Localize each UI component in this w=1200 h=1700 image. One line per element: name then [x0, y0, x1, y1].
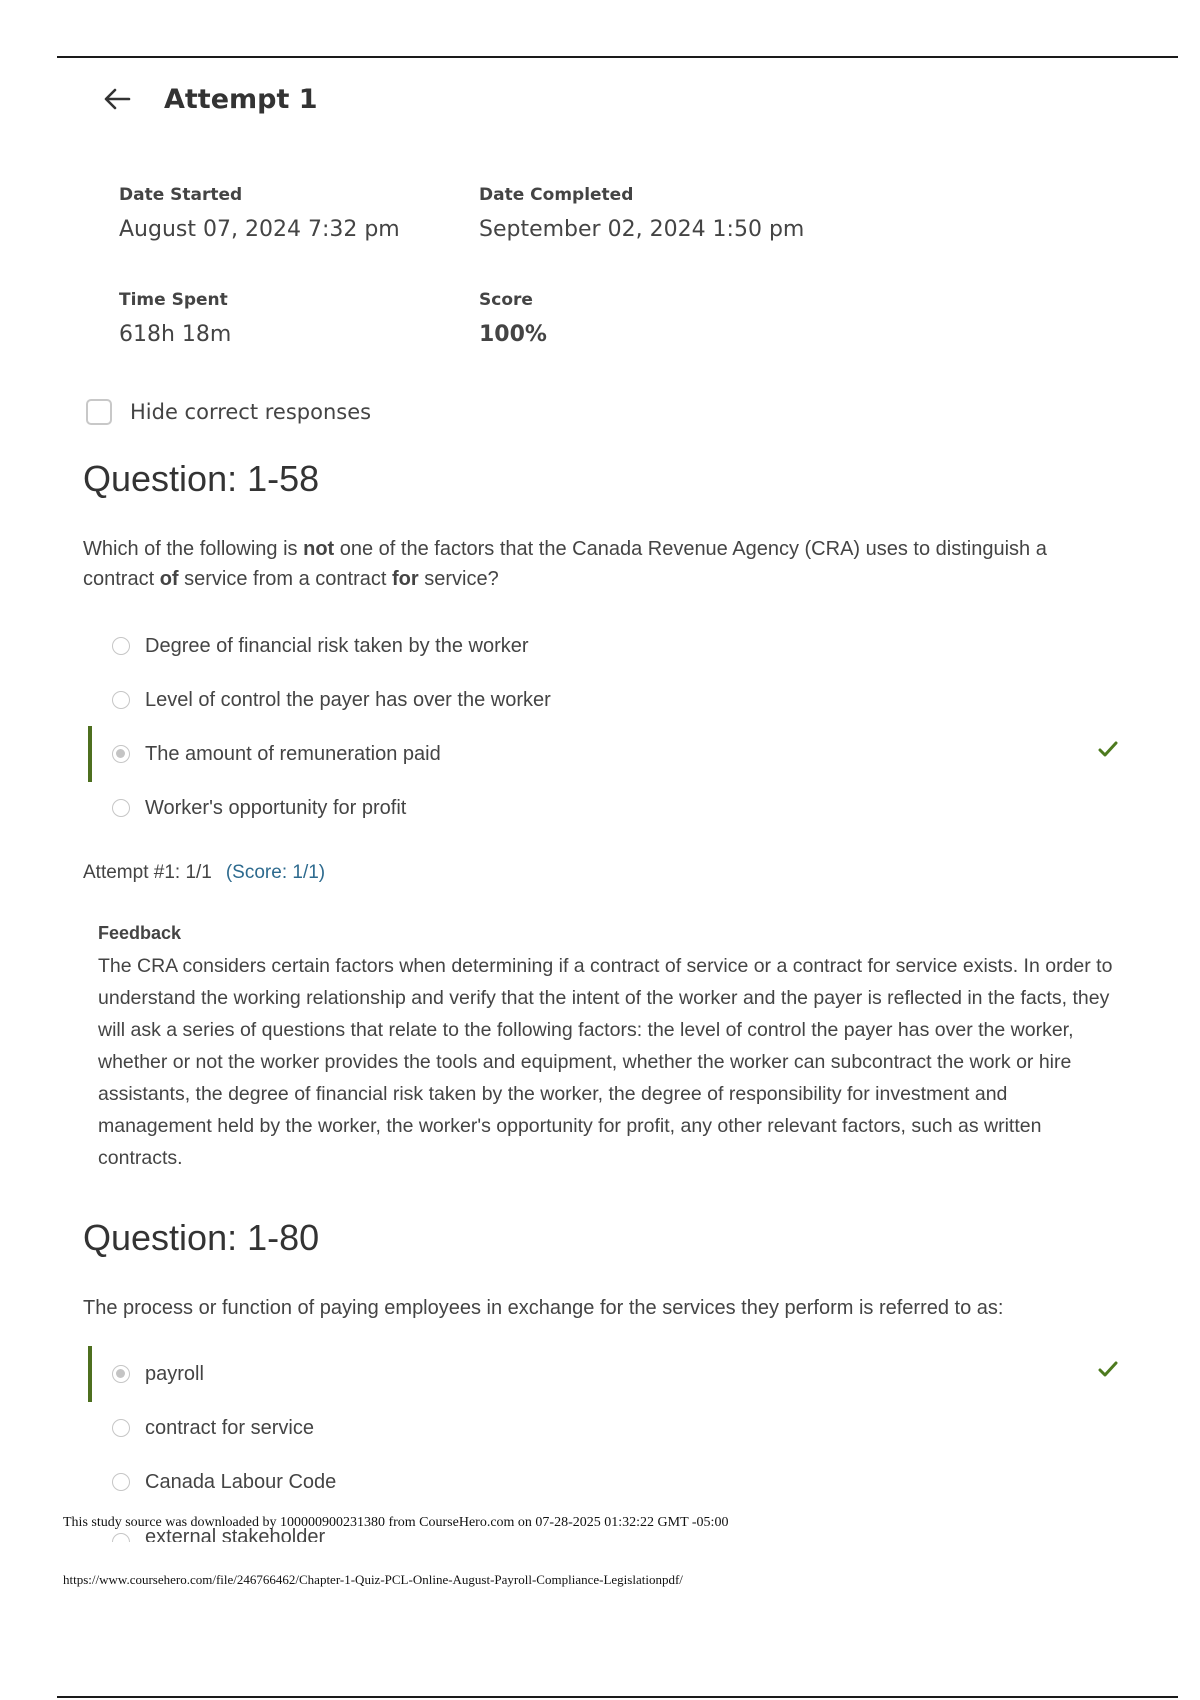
score: [479, 290, 547, 347]
attempt-text: Attempt #1: 1/1: [83, 862, 212, 883]
radio-button[interactable]: [112, 1419, 130, 1437]
source-url: https://www.coursehero.com/file/246766462/Chapter-1-Quiz-PCL-Online-August-Payroll-Compliance-Legislationpdf/: [63, 1572, 683, 1587]
option-label: The amount of remuneration paid: [145, 742, 441, 765]
time-spent: [119, 290, 231, 347]
hide-correct-responses[interactable]: [86, 399, 371, 425]
answer-option-selected[interactable]: [88, 1350, 1128, 1398]
answer-option[interactable]: [88, 1458, 1128, 1506]
answer-option-selected[interactable]: [88, 730, 1128, 778]
radio-button[interactable]: [112, 1473, 130, 1491]
attempt-score: (Score: 1/1): [225, 862, 326, 883]
radio-button[interactable]: [112, 1533, 130, 1542]
date-started-value: August 07, 2024 7:32 pm: [119, 217, 400, 242]
option-label: external stakeholder: [145, 1526, 326, 1542]
question-text: The process or function of paying employees in exchange for the services they perform is referred to as:: [83, 1297, 1004, 1319]
selected-bar: [88, 726, 92, 782]
bottom-rule: [57, 1696, 1178, 1698]
score-label: Score: [479, 290, 533, 310]
page-header: [100, 82, 318, 116]
option-label: payroll: [145, 1362, 204, 1385]
answer-option[interactable]: [88, 784, 1128, 832]
date-completed: [479, 185, 804, 242]
hide-correct-label: Hide correct responses: [130, 400, 372, 424]
radio-button[interactable]: [112, 637, 130, 655]
source-note: This study source was downloaded by 100000900231380 from CourseHero.com on 07-28-2025 01:32:22 GMT -05:00: [63, 1515, 729, 1530]
date-started-label: Date Started: [119, 185, 243, 205]
radio-button[interactable]: [112, 1365, 130, 1383]
answer-option[interactable]: [88, 622, 1128, 670]
option-label: Canada Labour Code: [145, 1470, 337, 1493]
back-button[interactable]: [100, 82, 134, 116]
page-title: Attempt 1: [164, 83, 318, 115]
time-spent-value: 618h 18m: [119, 322, 232, 347]
answer-option[interactable]: [88, 676, 1128, 724]
question-title: Question: 1-80: [83, 1217, 320, 1258]
attempt-result: [83, 862, 325, 884]
time-spent-label: Time Spent: [119, 290, 228, 310]
option-label: Level of control the payer has over the worker: [145, 688, 551, 711]
radio-button[interactable]: [112, 745, 130, 763]
option-label: Degree of financial risk taken by the worker: [145, 634, 529, 657]
date-started: [119, 185, 400, 242]
arrow-left-icon: [103, 87, 131, 111]
option-label: Worker's opportunity for profit: [145, 796, 407, 819]
option-label: contract for service: [145, 1416, 314, 1439]
checkmark-icon: [1098, 1360, 1118, 1378]
date-completed-value: September 02, 2024 1:50 pm: [479, 217, 805, 242]
question-title: Question: 1-58: [83, 458, 320, 499]
date-completed-label: Date Completed: [479, 185, 634, 205]
hide-correct-checkbox[interactable]: [86, 399, 112, 425]
selected-bar: [88, 1346, 92, 1402]
feedback-text: The CRA considers certain factors when determining if a contract of service or a contract for service exists. In order to understand the working relationship and verify that the intent of the worker and the payer is reflected in the facts, they will ask a series of questions that relate to the following factors: the level of control the payer has over the worker, whether or not the worker provides the tools and equipment, whether the worker can subcontract the work or hire assistants, the degree of financial risk taken by the worker, the degree of responsibility for investment and management held by the worker, the worker's opportunity for profit, any other relevant factors, such as written contracts.: [98, 955, 1113, 1169]
feedback-label: Feedback: [98, 923, 182, 943]
radio-button[interactable]: [112, 691, 130, 709]
question-text: Which of the following is not one of the factors that the Canada Revenue Agency (CRA) uses to distinguish a contract of service from a contract for service?: [83, 538, 1047, 590]
top-rule: [57, 56, 1178, 58]
checkmark-icon: [1098, 740, 1118, 758]
answer-option[interactable]: [88, 1404, 1128, 1452]
score-value: 100%: [479, 322, 547, 347]
radio-button[interactable]: [112, 799, 130, 817]
